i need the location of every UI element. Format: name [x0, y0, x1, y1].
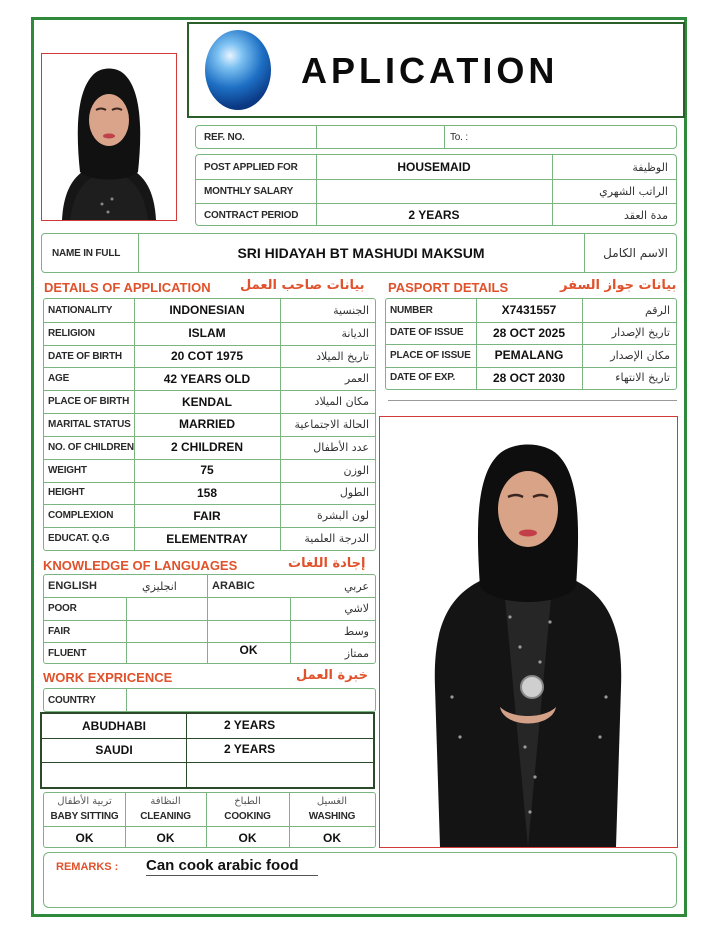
level-fluent-ar: ممتاز	[344, 646, 369, 660]
ref-row	[195, 125, 677, 149]
details-table-label-2: DATE OF BIRTH	[48, 350, 122, 362]
passport-table-ar-0: الرقم	[644, 303, 670, 317]
level-poor-ar: لاشي	[344, 602, 369, 615]
details-table-value-0: INDONESIAN	[169, 303, 245, 318]
details-table-value-1: ISLAM	[188, 326, 226, 341]
globe-icon	[205, 30, 271, 110]
skill-cleaning-ar: النظافة	[150, 796, 181, 807]
skill-babysitting-ar: تربية الأطفال	[57, 796, 112, 807]
post-applied-label: POST APPLIED FOR	[204, 161, 298, 173]
details-title: DETAILS OF APPLICATION	[44, 280, 211, 295]
job-block	[195, 154, 677, 226]
details-table-ar-10: الدرجة العلمية	[304, 532, 369, 546]
details-table-label-0: NATIONALITY	[48, 304, 113, 316]
details-table-label-5: MARITAL STATUS	[48, 418, 131, 430]
languages-table	[43, 574, 376, 664]
post-applied-ar: الوظيفة	[632, 160, 668, 174]
monthly-salary-label: MONTHLY SALARY	[204, 185, 294, 197]
work-table	[40, 712, 375, 789]
skill-cleaning-label: CLEANING	[140, 811, 191, 822]
languages-title: KNOWLEDGE OF LANGUAGES	[43, 558, 238, 573]
work-years-2: 2 YEARS	[224, 742, 276, 756]
details-table-ar-3: العمر	[344, 372, 369, 386]
applicant-portrait-large	[380, 417, 677, 847]
languages-title-ar: إجادة اللغات	[288, 556, 366, 571]
details-table-value-9: FAIR	[193, 508, 221, 523]
details-table-ar-0: الجنسية	[333, 303, 369, 317]
passport-table-ar-1: تاريخ الإصدار	[611, 326, 670, 340]
page-title: APLICATION	[301, 50, 559, 91]
passport-title-ar: بيانات جواز السفر	[560, 278, 677, 293]
name-label: NAME IN FULL	[52, 247, 121, 259]
skill-babysitting-value: OK	[75, 831, 94, 845]
applicant-portrait-small	[42, 54, 176, 220]
details-table-value-6: 2 CHILDREN	[170, 440, 243, 455]
large-photo	[379, 416, 678, 848]
post-applied-value: HOUSEMAID	[397, 160, 471, 174]
name-row	[41, 233, 677, 273]
skill-cooking-ar: الطباخ	[234, 796, 261, 807]
details-table-value-4: KENDAL	[182, 394, 232, 409]
level-fair-label: FAIR	[48, 625, 70, 637]
level-fluent-label: FLUENT	[48, 647, 87, 659]
details-table-ar-5: الحالة الاجتماعية	[294, 417, 369, 431]
details-table	[43, 298, 376, 551]
monthly-salary-ar: الراتب الشهري	[599, 184, 668, 198]
passport-table-value-2: PEMALANG	[494, 348, 564, 363]
passport-table-label-0: NUMBER	[390, 304, 433, 316]
details-table-label-6: NO. OF CHILDREN	[48, 441, 134, 453]
work-title-ar: خبرة العمل	[296, 668, 368, 683]
small-photo	[41, 53, 177, 221]
details-table-value-7: 75	[200, 463, 214, 478]
contract-period-label: CONTRACT PERIOD	[204, 209, 299, 221]
work-country-3	[42, 762, 186, 788]
level-poor-english	[126, 597, 207, 620]
header-box	[187, 22, 685, 118]
passport-table	[385, 298, 677, 390]
details-table-label-3: AGE	[48, 373, 70, 385]
details-table-value-10: ELEMENTRAY	[166, 531, 248, 546]
full-name-value: SRI HIDAYAH BT MASHUDI MAKSUM	[237, 245, 485, 261]
arabic-label: ARABIC	[212, 580, 255, 592]
details-table-value-2: 20 COT 1975	[170, 349, 244, 364]
divider-line	[388, 400, 677, 401]
arabic-ar: عربي	[344, 579, 369, 593]
remarks-value: Can cook arabic food	[146, 857, 299, 874]
details-table-label-9: COMPLEXION	[48, 510, 114, 522]
details-table-ar-7: الوزن	[343, 463, 369, 477]
details-table-value-8: 158	[196, 485, 218, 500]
details-table-ar-4: مكان الميلاد	[314, 395, 369, 409]
level-fluent-arabic: OK	[239, 643, 258, 657]
details-table-value-5: MARRIED	[179, 417, 235, 432]
details-table-label-1: RELIGION	[48, 327, 95, 339]
country-header	[43, 688, 376, 712]
english-label: ENGLISH	[48, 580, 97, 592]
level-fair-ar: وسط	[344, 624, 369, 638]
level-poor-arabic	[207, 597, 290, 620]
work-country-1: ABUDHABI	[82, 719, 146, 733]
details-table-label-4: PLACE OF BIRTH	[48, 396, 130, 408]
contract-period-value: 2 YEARS	[408, 208, 460, 222]
to-label: To. :	[450, 131, 468, 143]
passport-table-label-2: PLACE OF ISSUE	[390, 349, 471, 361]
monthly-salary-value	[316, 179, 552, 203]
work-title: WORK EXPRICENCE	[43, 670, 173, 685]
remarks-box	[43, 852, 677, 908]
passport-table-ar-2: مكان الإصدار	[610, 348, 670, 362]
skill-cleaning-value: OK	[156, 831, 175, 845]
details-table-label-8: HEIGHT	[48, 487, 85, 499]
details-table-ar-9: لون البشرة	[317, 509, 369, 523]
passport-table-value-3: 28 OCT 2030	[492, 370, 566, 385]
skill-washing-ar: الغسيل	[316, 796, 348, 807]
name-ar: الاسم الكامل	[603, 246, 668, 260]
skill-washing-value: OK	[323, 831, 341, 845]
passport-table-value-1: 28 OCT 2025	[492, 325, 566, 340]
level-fair-english	[126, 620, 207, 642]
passport-table-ar-3: تاريخ الانتهاء	[615, 371, 670, 385]
details-table-label-7: WEIGHT	[48, 464, 87, 476]
passport-table-value-0: X7431557	[501, 303, 557, 318]
remarks-label: REMARKS :	[56, 861, 119, 873]
details-table-value-3: 42 YEARS OLD	[163, 371, 251, 386]
skill-cooking-value: OK	[238, 831, 257, 845]
country-label: COUNTRY	[48, 694, 96, 706]
ref-label: REF. NO.	[204, 131, 245, 143]
details-table-ar-1: الديانة	[341, 326, 369, 340]
details-table-ar-6: عدد الأطفال	[313, 440, 369, 454]
details-title-ar: بيانات صاحب العمل	[240, 278, 365, 293]
details-table-ar-2: تاريخ الميلاد	[316, 349, 369, 363]
passport-table-label-3: DATE OF EXP.	[390, 372, 456, 384]
contract-period-ar: مدة العقد	[624, 208, 668, 222]
skills-table	[43, 792, 376, 848]
passport-title: PASPORT DETAILS	[388, 280, 509, 295]
details-table-ar-8: الطول	[339, 486, 369, 500]
english-ar: انجليزي	[142, 579, 177, 593]
passport-table-label-1: DATE OF ISSUE	[390, 327, 464, 339]
level-poor-label: POOR	[48, 603, 77, 614]
skill-cooking-label: COOKING	[224, 811, 271, 822]
skill-washing-label: WASHING	[308, 811, 356, 822]
work-country-2: SAUDI	[95, 743, 133, 757]
level-fluent-english	[126, 642, 207, 664]
work-years-1: 2 YEARS	[224, 718, 276, 732]
skill-babysitting-label: BABY SITTING	[50, 811, 119, 822]
details-table-label-10: EDUCAT. Q.G	[48, 533, 110, 545]
